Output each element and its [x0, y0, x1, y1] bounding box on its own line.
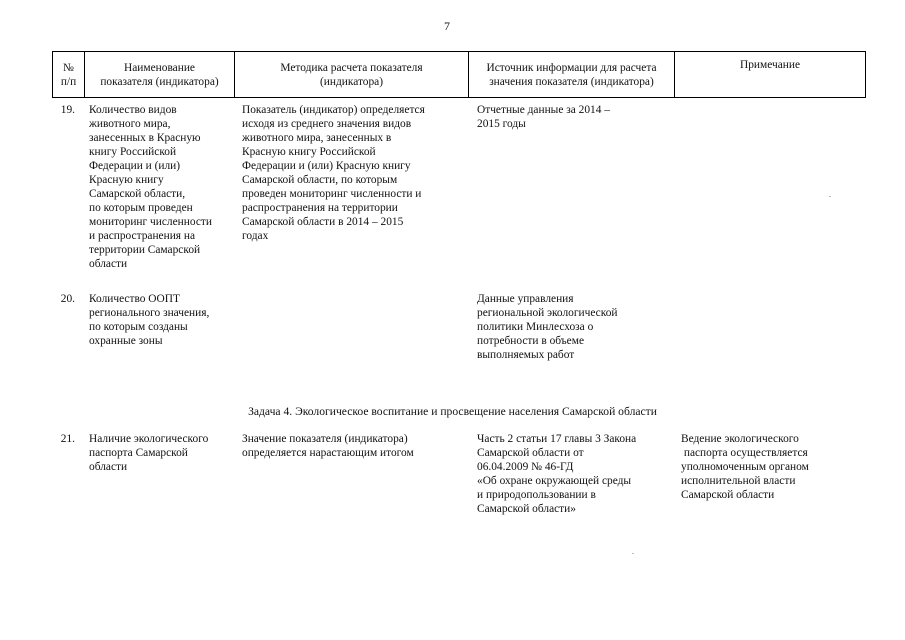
task-heading: Задача 4. Экологическое воспитание и просвещение населения Самарской области [248, 405, 657, 418]
indicator-name: Количество ООПТ регионального значения, по которым созданы охранные зоны [89, 293, 210, 347]
scan-mark [632, 553, 634, 554]
header-source: Источник информации для расчета значения показателя (индикатора) [486, 61, 657, 88]
information-source: Отчетные данные за 2014 – 2015 годы [477, 104, 610, 130]
header-name: Наименование показателя (индикатора) [100, 61, 219, 88]
calculation-method: Показатель (индикатор) определяется исходя из среднего значения видов животного мира, занесенных в Красную книгу Российской Федерации и (или) Красную книгу Самарской области, по которым проведен мониторинг численности и распространения на территории Самарской области в 2014 – 2015 годах [242, 104, 425, 242]
calculation-method: Значение показателя (индикатора) определяется нарастающим итогом [242, 433, 414, 459]
information-source: Данные управления региональной экологической политики Минлесхоза о потребности в объеме выполняемых работ [477, 293, 618, 361]
page-number: 7 [444, 19, 450, 33]
header-divider [865, 51, 866, 98]
table-header [52, 51, 866, 98]
row-number: 20. [60, 293, 75, 305]
scan-mark [829, 196, 831, 197]
indicator-name: Количество видов животного мира, занесенных в Красную книгу Российской Федерации и (или) Красную книгу Самарской области, по которым проведен мониторинг численности и распространения на территории Самарской области [89, 104, 212, 270]
note: Ведение экологического паспорта осуществляется уполномоченным органом исполнительной власти Самарской области [681, 433, 809, 501]
information-source: Часть 2 статьи 17 главы 3 Закона Самарской области от 06.04.2009 № 46-ГД «Об охране окружающей среды и природопользовании в Самарской области» [477, 433, 637, 515]
header-num: № п/п [60, 61, 77, 88]
row-number: 19. [60, 104, 75, 116]
indicator-name: Наличие экологического паспорта Самарской области [89, 433, 209, 473]
header-method: Методика расчета показателя (индикатора) [280, 61, 423, 88]
row-number: 21. [60, 433, 75, 445]
header-note: Примечание [739, 59, 801, 71]
